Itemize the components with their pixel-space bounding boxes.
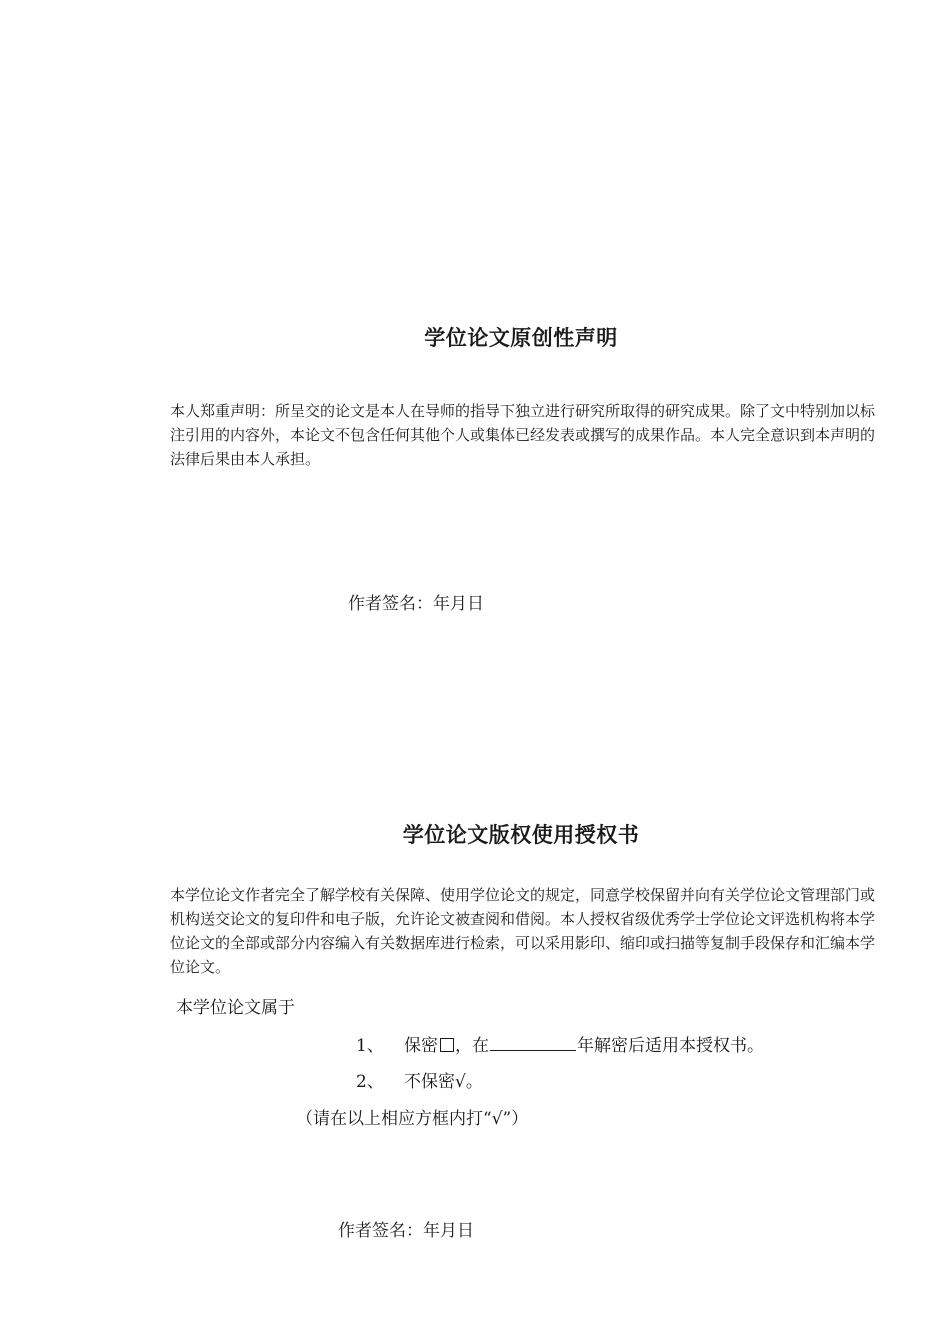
option-not-confidential bbox=[356, 1070, 483, 1094]
option-number: 1、 bbox=[356, 1036, 384, 1056]
authorization-signature: 作者签名：年月日 bbox=[338, 1221, 474, 1241]
declaration-title: 学位论文原创性声明 bbox=[424, 326, 618, 350]
option-text: 不保密√。 bbox=[404, 1072, 483, 1092]
declaration-body: 本人郑重声明：所呈交的论文是本人在导师的指导下独立进行研究所取得的研究成果。除了文中特别加以标注引用的内容外，本论文不包含任何其他个人或集体已经发表或撰写的成果作品。本人完全意识到本声明的法律后果由本人承担。 bbox=[170, 402, 876, 468]
declaration-signature: 作者签名：年月日 bbox=[348, 594, 484, 614]
belongs-label: 本学位论文属于 bbox=[176, 998, 295, 1018]
confidential-checkbox[interactable] bbox=[440, 1038, 454, 1052]
check-instruction: （请在以上相应方框内打“√”） bbox=[296, 1109, 529, 1129]
option-number: 2、 bbox=[356, 1072, 384, 1092]
option-label: 保密 bbox=[404, 1036, 438, 1056]
option-text: ，在 bbox=[455, 1036, 489, 1056]
authorization-title: 学位论文版权使用授权书 bbox=[402, 823, 640, 847]
option-confidential bbox=[356, 1033, 764, 1058]
years-blank-field[interactable] bbox=[490, 1033, 576, 1051]
option-suffix: 年解密后适用本授权书。 bbox=[577, 1036, 764, 1056]
authorization-body: 本学位论文作者完全了解学校有关保障、使用学位论文的规定，同意学校保留并向有关学位论文管理部门或机构送交论文的复印件和电子版，允许论文被查阅和借阅。本人授权省级优秀学士学位论文评选机构将本学位论文的全部或部分内容编入有关数据库进行检索，可以采用影印、缩印或扫描等复制手段保存和汇编本学位论文。 bbox=[170, 886, 876, 976]
